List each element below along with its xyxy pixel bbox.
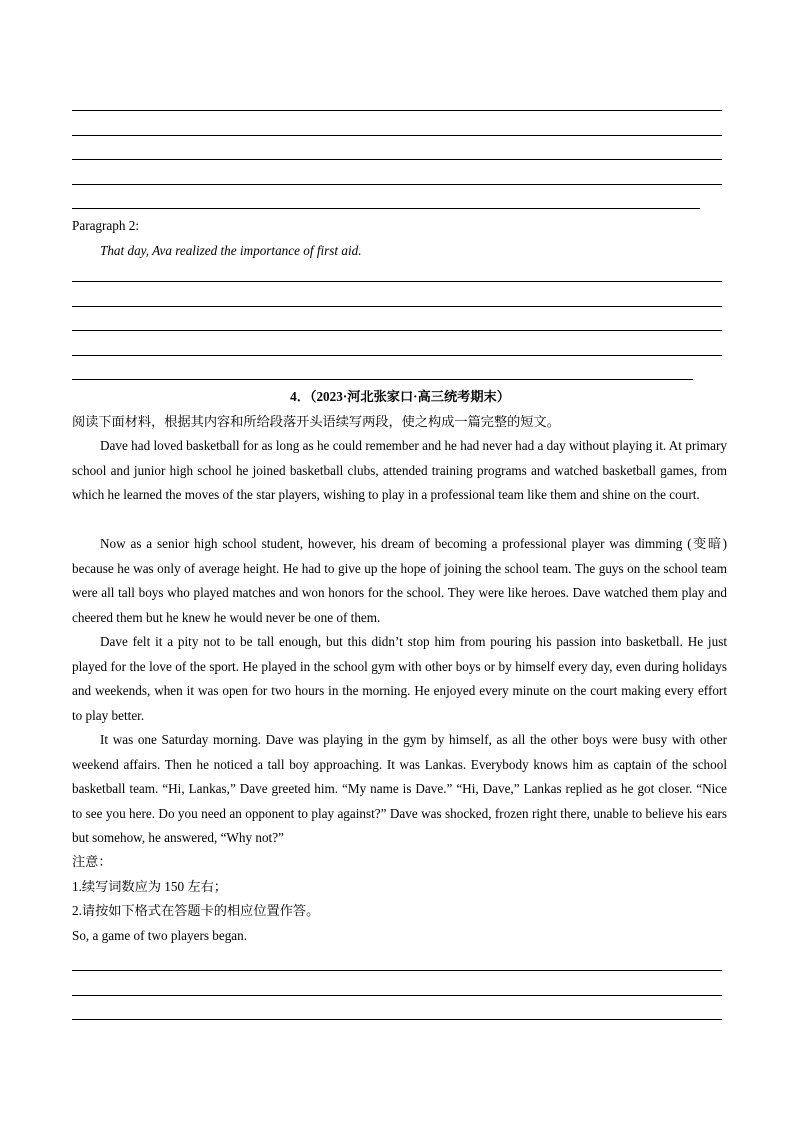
paragraph-label: Paragraph 2: — [72, 218, 140, 233]
question-instruction: 阅读下面材料，根据其内容和所给段落开头语续写两段，使之构成一篇完整的短文。 — [72, 414, 560, 429]
writing-line — [72, 1019, 722, 1020]
story-paragraph-3: Dave felt it a pity not to be tall enough, but this didn’t stop him from pouring his passion into basketball. He just played for the love of the sport. He played in the school gym with other boys or by himself every day, even during holidays and weekends, when it was open for two hours in the morning. He enjoyed every minute on the court making every effort to play better. — [72, 634, 727, 723]
writing-line — [72, 379, 693, 380]
writing-line — [72, 208, 700, 209]
writing-line — [72, 110, 722, 111]
story-paragraph-1: Dave had loved basketball for as long as he could remember and he had never had a day without playing it. At primary school and junior high school he joined basketball clubs, attended training programs and watched basketball games, from which he learned the moves of the star players, wishing to play in a professional team like them and shine on the court. — [72, 438, 727, 502]
writing-line — [72, 355, 722, 356]
notes-title: 注意： — [72, 854, 112, 869]
note-word-count: 1.续写词数应为 150 左右； — [72, 879, 227, 894]
story-paragraph-4: It was one Saturday morning. Dave was playing in the gym by himself, as all the other boys were busy with other weekend affairs. Then he noticed a tall boy approaching. It was Lankas. Everybody knows him as captain of the school basketball team. “Hi, Lankas,” Dave greeted him. “My name is Dave.” “Hi, Dave,” Lankas replied as he got closer. “Nice to see you here. Do you need an opponent to play against?” Dave was shocked, frozen right there, unable to believe his ears but somehow, he answered, “Why not?” — [72, 732, 727, 845]
writing-line — [72, 995, 722, 996]
note-format: 2.请按如下格式在答题卡的相应位置作答。 — [72, 903, 320, 918]
writing-line — [72, 306, 722, 307]
writing-line — [72, 184, 722, 185]
paragraph-start: So, a game of two players began. — [72, 928, 248, 943]
writing-line — [72, 159, 722, 160]
question-title: 4．（2023·河北张家口·高三统考期末） — [290, 389, 510, 404]
paragraph-prompt: That day, Ava realized the importance of first aid. — [100, 243, 362, 258]
writing-line — [72, 970, 722, 971]
writing-line — [72, 135, 722, 136]
story-paragraph-2: Now as a senior high school student, however, his dream of becoming a professional player was dimming (变暗) because he was only of average height. He had to give up the hope of joining the school team. The guys on the school team were all tall boys who played matches and won honors for the school. They were like heroes. Dave watched them play and cheered them but he knew he would never be one of them. — [72, 536, 727, 625]
writing-line — [72, 281, 722, 282]
writing-line — [72, 330, 722, 331]
